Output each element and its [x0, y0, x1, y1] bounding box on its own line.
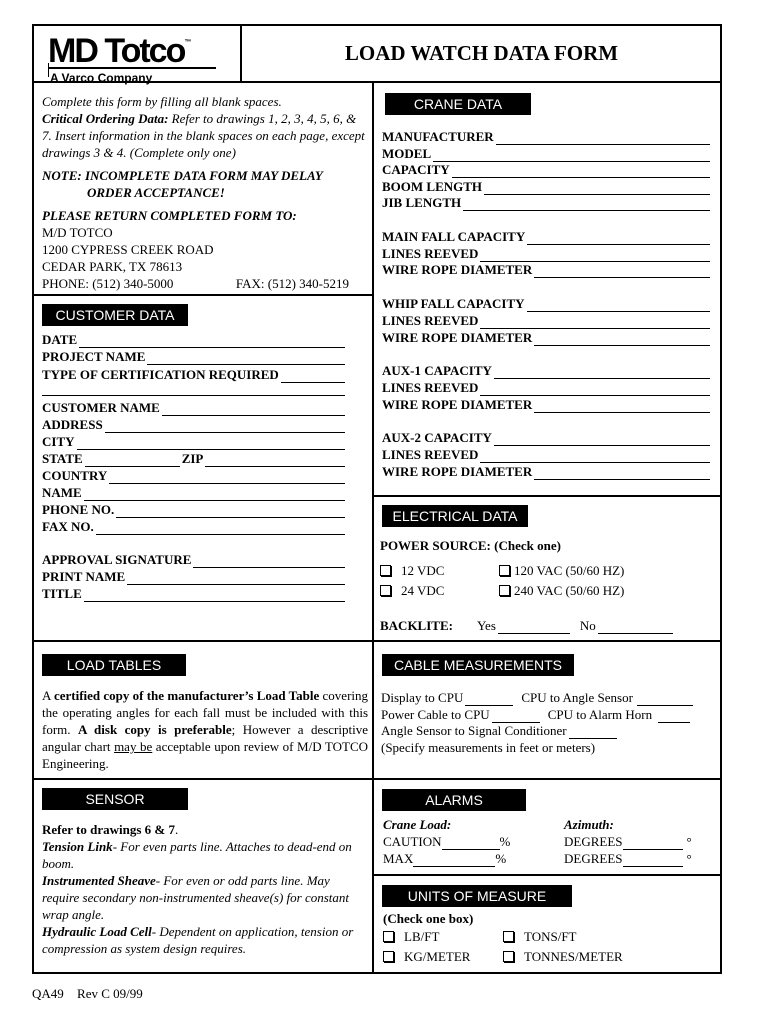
country-field[interactable]: COUNTRY [42, 467, 345, 484]
backlite-yes-label: Yes [476, 618, 496, 633]
note-line-1: NOTE: INCOMPLETE DATA FORM MAY DELAY [42, 168, 323, 183]
load-tables-heading: LOAD TABLES [42, 654, 186, 676]
revision: Rev C 09/99 [77, 986, 143, 1001]
checkbox-lb-ft[interactable] [383, 931, 394, 942]
main-fall-capacity-field[interactable]: MAIN FALL CAPACITY [382, 228, 710, 245]
print-name-field[interactable]: PRINT NAME [42, 568, 345, 585]
street-address: 1200 CYPRESS CREEK ROAD [42, 242, 214, 257]
whip-wire-rope-field[interactable]: WIRE ROPE DIAMETER [382, 329, 710, 346]
checkbox-tonnes-meter[interactable] [503, 951, 514, 962]
azimuth-label: Azimuth: [564, 817, 614, 832]
aux2-capacity-field[interactable]: AUX-2 CAPACITY [382, 429, 710, 446]
jib-length-field[interactable]: JIB LENGTH [382, 194, 710, 211]
main-lines-reeved-field[interactable]: LINES REEVED [382, 245, 710, 262]
electrical-data-heading: ELECTRICAL DATA [382, 505, 528, 527]
whip-lines-reeved-field[interactable]: LINES REEVED [382, 312, 710, 329]
option-tons-ft[interactable]: TONS/FT [503, 928, 577, 945]
aux2-wire-rope-field[interactable]: WIRE ROPE DIAMETER [382, 463, 710, 480]
checkbox-12vdc[interactable] [380, 565, 391, 576]
crane-data-heading: CRANE DATA [385, 93, 531, 115]
backlite-yes-blank[interactable] [498, 621, 570, 634]
units-check-label: (Check one box) [383, 911, 474, 926]
sensor-text: Refer to drawings 6 & 7. Tension Link- For even parts line. Attaches to dead-end on boom. Instrumented Sheave- For even or odd parts line. May require secondary non-instrumented sheave(s) for constant wrap angle. Hydraulic Load Cell- Dependent on application, tension or compression as system design requires. [42, 822, 354, 956]
azimuth-caution-degrees-field[interactable]: DEGREES ° [564, 834, 692, 849]
checkbox-240vac[interactable] [499, 585, 510, 596]
customer-name-field[interactable]: CUSTOMER NAME [42, 399, 345, 416]
load-tables-text: A certified copy of the manufacturer’s Load Table covering the operating angles for each fall must be included with this form. A disk copy is preferable; However a descriptive angular chart may be acceptable upon review of M/D TOTCO Engineering. [42, 688, 369, 771]
checkbox-kg-meter[interactable] [383, 951, 394, 962]
manufacturer-field[interactable]: MANUFACTURER [382, 128, 710, 145]
logo-text: MD Totco [48, 32, 185, 70]
option-kg-meter[interactable]: KG/METER [383, 948, 470, 965]
city-address: CEDAR PARK, TX 78613 [42, 259, 183, 274]
project-name-field[interactable]: PROJECT NAME [42, 348, 345, 365]
page-title: LOAD WATCH DATA FORM [344, 41, 619, 65]
option-tonnes-meter[interactable]: TONNES/METER [503, 948, 623, 965]
units-of-measure-heading: UNITS OF MEASURE [382, 885, 572, 907]
fax-field[interactable]: FAX NO. [42, 518, 345, 535]
date-field[interactable]: DATE [42, 331, 345, 348]
certification-field[interactable]: TYPE OF CERTIFICATION REQUIRED [42, 366, 345, 383]
azimuth-max-degrees-field[interactable]: DEGREES ° [564, 851, 692, 866]
backlite-no-label: No [579, 618, 596, 633]
checkbox-120vac[interactable] [499, 565, 510, 576]
logo-subtitle: A Varco Company [50, 71, 153, 85]
power-cable-field[interactable]: Power Cable to CPU CPU to Alarm Horn [381, 706, 692, 723]
sensor-heading: SENSOR [42, 788, 188, 810]
critical-text: Refer to drawings 1, 2, 3, 4, 5, 6, & 7. Insert information in the blank spaces on each page, except drawings 3 & 4. (Complete only one) [42, 111, 365, 160]
return-label: PLEASE RETURN COMPLETED FORM TO: [42, 208, 297, 223]
cable-measurements-heading: CABLE MEASUREMENTS [382, 654, 574, 676]
contact-name-field[interactable]: NAME [42, 484, 345, 501]
cable-units-note: (Specify measurements in feet or meters) [381, 740, 596, 755]
fax-number: FAX: (512) 340-5219 [235, 276, 349, 291]
phone-field[interactable]: PHONE NO. [42, 501, 345, 518]
model-field[interactable]: MODEL [382, 145, 710, 162]
aux1-wire-rope-field[interactable]: WIRE ROPE DIAMETER [382, 396, 710, 413]
divider [372, 495, 722, 497]
company-logo [48, 26, 228, 85]
form-code: QA49 [32, 986, 64, 1001]
company-name: M/D TOTCO [42, 225, 113, 240]
capacity-field[interactable]: CAPACITY [382, 161, 710, 178]
trademark-symbol: ™ [184, 39, 192, 46]
address-field[interactable]: ADDRESS [42, 416, 345, 433]
divider [372, 81, 374, 974]
boom-length-field[interactable]: BOOM LENGTH [382, 178, 710, 195]
backlite-field[interactable] [380, 617, 685, 634]
state-zip-field[interactable]: STATE ZIP [42, 450, 345, 467]
display-cpu-field[interactable]: Display to CPU CPU to Angle Sensor [381, 689, 695, 706]
checkbox-tons-ft[interactable] [503, 931, 514, 942]
divider [32, 778, 722, 780]
footer [32, 985, 143, 1002]
instructions-block [42, 93, 367, 292]
aux2-lines-reeved-field[interactable]: LINES REEVED [382, 446, 710, 463]
backlite-label: BACKLITE: [380, 618, 453, 633]
customer-data-heading: CUSTOMER DATA [42, 304, 188, 326]
option-lb-ft[interactable]: LB/FT [383, 928, 439, 945]
option-240vac[interactable]: 240 VAC (50/60 HZ) [499, 582, 624, 599]
backlite-no-blank[interactable] [598, 621, 673, 634]
divider [32, 294, 373, 296]
certification-field-continued[interactable] [42, 383, 345, 396]
critical-label: Critical Ordering Data: [42, 111, 169, 126]
divider [372, 874, 722, 876]
option-12vdc[interactable]: 12 VDC [380, 562, 444, 579]
phone-number: PHONE: (512) 340-5000 [42, 276, 174, 291]
alarms-heading: ALARMS [382, 789, 526, 811]
intro-text: Complete this form by filling all blank spaces. [42, 94, 282, 109]
option-120vac[interactable]: 120 VAC (50/60 HZ) [499, 562, 624, 579]
divider [32, 640, 722, 642]
checkbox-24vdc[interactable] [380, 585, 391, 596]
angle-signal-field[interactable]: Angle Sensor to Signal Conditioner [381, 722, 619, 739]
title-field[interactable]: TITLE [42, 585, 345, 602]
note-line-2: ORDER ACCEPTANCE! [87, 185, 225, 200]
whip-fall-capacity-field[interactable]: WHIP FALL CAPACITY [382, 295, 710, 312]
city-field[interactable]: CITY [42, 433, 345, 450]
aux1-lines-reeved-field[interactable]: LINES REEVED [382, 379, 710, 396]
max-field[interactable]: MAX % [383, 851, 507, 866]
approval-signature-field[interactable]: APPROVAL SIGNATURE [42, 551, 345, 568]
main-wire-rope-field[interactable]: WIRE ROPE DIAMETER [382, 261, 710, 278]
crane-load-label: Crane Load: [383, 817, 452, 832]
aux1-capacity-field[interactable]: AUX-1 CAPACITY [382, 362, 710, 379]
caution-field[interactable]: CAUTION % [383, 834, 511, 849]
option-24vdc[interactable]: 24 VDC [380, 582, 444, 599]
power-source-label: POWER SOURCE: (Check one) [380, 538, 561, 553]
